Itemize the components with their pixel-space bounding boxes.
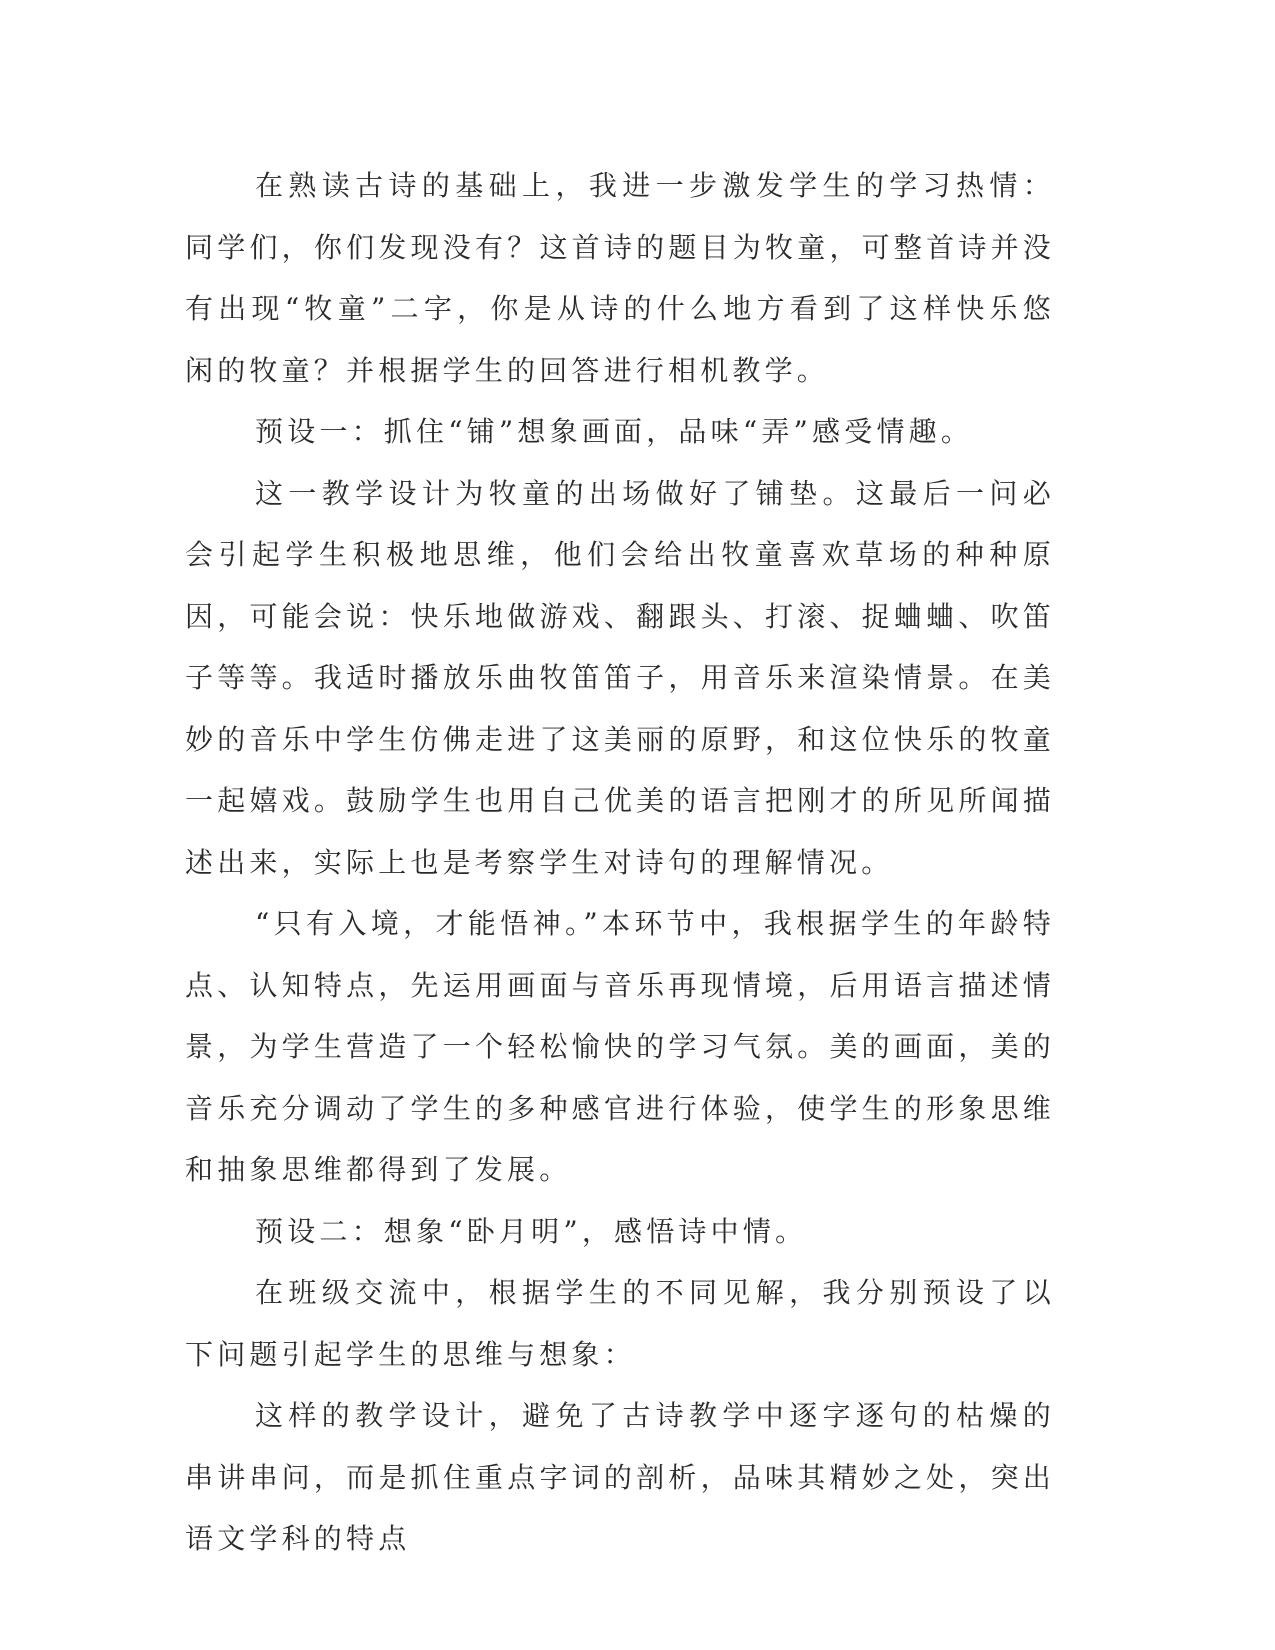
paragraph-6: 在班级交流中，根据学生的不同见解，我分别预设了以下问题引起学生的思维与想象：	[185, 1276, 1055, 1371]
document-body	[185, 155, 1055, 1570]
paragraph-2-preset-one: 预设一：抓住“铺”想象画面，品味“弄”感受情趣。	[255, 415, 974, 448]
paragraph-3: 这一教学设计为牧童的出场做好了铺垫。这最后一问必会引起学生积极地思维，他们会给出牧童喜欢草场的种种原因，可能会说：快乐地做游戏、翻跟头、打滚、捉蛐蛐、吹笛子等等。我适时播放乐曲牧笛笛子，用音乐来渲染情景。在美妙的音乐中学生仿佛走进了这美丽的原野，和这位快乐的牧童一起嬉戏。鼓励学生也用自己优美的语言把刚才的所见所闻描述出来，实际上也是考察学生对诗句的理解情况。	[185, 476, 1055, 879]
paragraph-7: 这样的教学设计，避免了古诗教学中逐字逐句的枯燥的串讲串问，而是抓住重点字词的剖析，品味其精妙之处，突出语文学科的特点	[185, 1399, 1055, 1555]
paragraph-1: 在熟读古诗的基础上，我进一步激发学生的学习热情：同学们，你们发现没有？这首诗的题目为牧童，可整首诗并没有出现“牧童”二字，你是从诗的什么地方看到了这样快乐悠闲的牧童？并根据学生的回答进行相机教学。	[185, 169, 1055, 387]
paragraph-4: “只有入境，才能悟神。”本环节中，我根据学生的年龄特点、认知特点，先运用画面与音乐再现情境，后用语言描述情景，为学生营造了一个轻松愉快的学习气氛。美的画面，美的音乐充分调动了学生的多种感官进行体验，使学生的形象思维和抽象思维都得到了发展。	[185, 907, 1055, 1186]
paragraph-5-preset-two: 预设二：想象“卧月明”，感悟诗中情。	[255, 1214, 808, 1248]
